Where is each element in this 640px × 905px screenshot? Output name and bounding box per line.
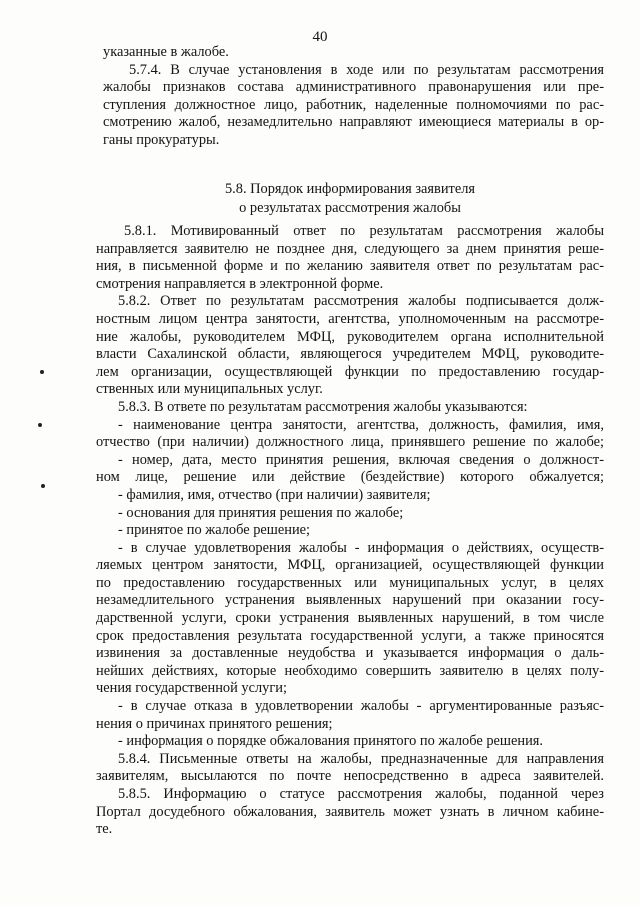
- heading-line: о результатах рассмотрения жалобы: [239, 200, 461, 216]
- text-line: ном лице, решение или действие (бездействие) которого обжалуется;: [96, 469, 604, 486]
- text-line: ние жалобы, руководителем МФЦ, руководителем органа исполнительной: [96, 328, 604, 345]
- text-line: ностным лицом центра занятости, агентства, уполномоченным на рассмотре-: [96, 310, 604, 327]
- text-line: 5.7.4. В случае установления в ходе или по результатам рассмотрения: [129, 61, 604, 78]
- text-line: Портал досудебного обжалования, заявитель может узнать в личном кабине-: [96, 803, 604, 820]
- text-line: извинения за доставленные неудобства и указывается информация о даль-: [96, 645, 604, 662]
- text-line: чения государственной услуги;: [96, 680, 287, 697]
- text-line: - наименование центра занятости, агентства, должность, фамилия, имя,: [118, 416, 604, 433]
- text-line: те.: [96, 821, 113, 838]
- section-5-8-body: [96, 223, 604, 839]
- text-line: жалобы признаков состава административного правонарушения или пре-: [103, 79, 604, 96]
- text-line: - информация о порядке обжалования принятого по жалобе решения.: [118, 733, 544, 750]
- text-line: ганы прокуратуры.: [103, 131, 220, 148]
- heading-line: 5.8. Порядок информирования заявителя: [224, 181, 476, 197]
- text-line: - основания для принятия решения по жалобе;: [118, 504, 404, 521]
- text-line: - номер, дата, место принятия решения, включая сведения о должност-: [118, 451, 604, 468]
- text-line: указанные в жалобе.: [103, 44, 229, 60]
- section-5-7-4: [103, 44, 604, 150]
- text-line: лем организации, осуществляющей функции по предоставлению государ-: [96, 363, 604, 380]
- text-line: направляется заявителю не позднее дня, следующего за днем принятия реше-: [96, 240, 604, 257]
- text-line: 5.8.3. В ответе по результатам рассмотрения жалобы указываются:: [118, 398, 528, 415]
- margin-dot: [40, 370, 44, 374]
- text-line: ступления должностное лицо, работник, наделенные полномочиями по рас-: [103, 96, 604, 113]
- text-line: отчество (при наличии) должностного лица, принявшего решение по жалобе;: [96, 434, 604, 451]
- text-line: - принятое по жалобе решение;: [118, 522, 311, 539]
- text-line: заявителям, высылаются по почте непосредственно в адреса заявителей.: [96, 768, 604, 785]
- text-line: незамедлительного устранения выявленных нарушений при оказании госу-: [96, 592, 604, 609]
- text-line: нейших действиях, которые необходимо совершить заявителю в целях полу-: [96, 662, 604, 679]
- text-line: 5.8.2. Ответ по результатам рассмотрения жалобы подписывается долж-: [118, 293, 604, 310]
- text-line: по предоставлению государственных или муниципальных услуг, в целях: [96, 574, 604, 591]
- text-line: смотрению жалоб, незамедлительно направляют имеющиеся материалы в ор-: [103, 114, 604, 131]
- page-number: 40: [312, 29, 328, 45]
- text-line: 5.8.1. Мотивированный ответ по результатам рассмотрения жалобы: [124, 223, 604, 239]
- text-line: власти Сахалинской области, являющегося учредителем МФЦ, руководите-: [96, 346, 604, 363]
- text-line: нения о причинах принятого решения;: [96, 715, 333, 732]
- text-line: ственных или муниципальных услуг.: [96, 381, 323, 398]
- text-line: ния, в письменной форме и по желанию заявителя ответ по результатам рас-: [96, 258, 604, 275]
- margin-dot: [41, 484, 45, 488]
- text-line: 5.8.5. Информацию о статусе рассмотрения жалобы, поданной через: [118, 786, 604, 802]
- text-line: - в случае отказа в удовлетворении жалобы - аргументированные разъяс-: [118, 698, 604, 715]
- text-line: ляемых центром занятости, МФЦ, организацией, осуществляющей функции: [96, 557, 604, 574]
- text-line: смотрения направляется в электронной форме.: [96, 275, 384, 292]
- text-line: - в случае удовлетворения жалобы - информация о действиях, осуществ-: [118, 539, 604, 556]
- section-5-8-heading: [150, 180, 550, 218]
- text-line: - фамилия, имя, отчество (при наличии) заявителя;: [118, 486, 431, 503]
- text-line: дарственной услуги, сроки устранения выявленных нарушений, в том числе: [96, 610, 604, 627]
- text-line: срок предоставления результата государственной услуги, а также приносятся: [96, 627, 604, 644]
- text-line: 5.8.4. Письменные ответы на жалобы, предназначенные для направления: [118, 750, 604, 767]
- margin-dot: [38, 423, 42, 427]
